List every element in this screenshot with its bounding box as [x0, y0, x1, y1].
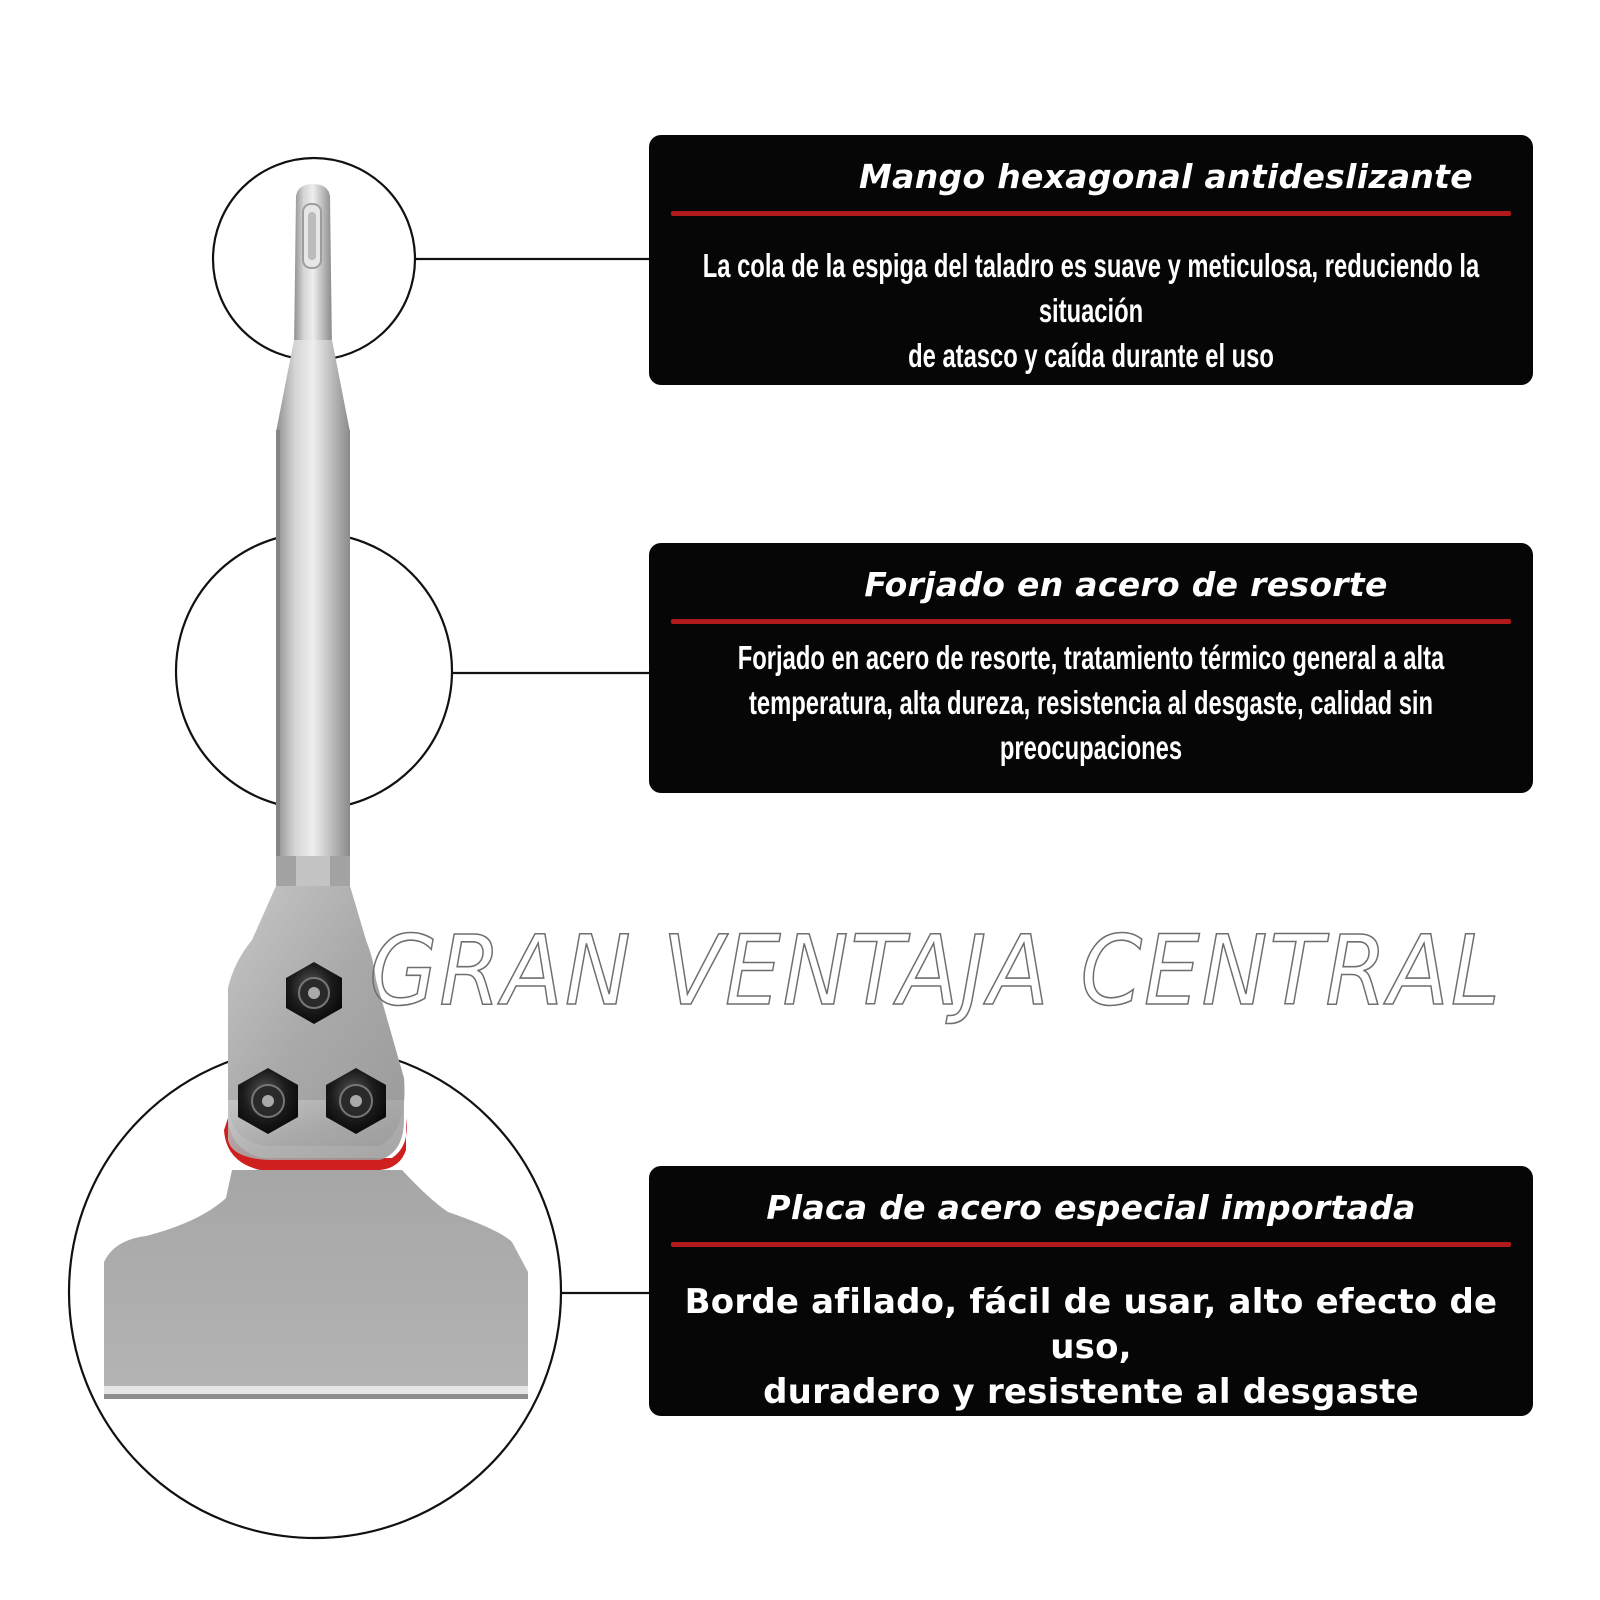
- watermark-heading: GRAN VENTAJA CENTRAL: [369, 915, 1502, 1027]
- accent-rule: [671, 619, 1511, 624]
- main-rod: [276, 430, 350, 860]
- feature-description-line: preocupaciones: [999, 729, 1183, 766]
- feature-title: Forjado en acero de resorte: [864, 565, 1388, 604]
- feature-card-shank: [649, 135, 1533, 385]
- scraper-blade: [104, 1170, 528, 1392]
- feature-card-blade: [649, 1166, 1533, 1416]
- accent-rule: [671, 211, 1511, 216]
- feature-description-line: Forjado en acero de resorte, tratamiento térmico general a alta: [737, 639, 1445, 676]
- feature-description-line: de atasco y caída durante el uso: [908, 337, 1274, 374]
- feature-description-line: temperatura, alta dureza, resistencia al desgaste, calidad sin: [748, 684, 1434, 721]
- feature-description-line: duradero y resistente al desgaste: [763, 1372, 1419, 1412]
- feature-description-line: La cola de la espiga del taladro es suave y meticulosa, reduciendo la situación: [702, 247, 1480, 329]
- feature-description: [665, 243, 1517, 378]
- feature-description: [665, 635, 1517, 770]
- feature-title: Placa de acero especial importada: [766, 1188, 1416, 1227]
- feature-card-steel: [649, 543, 1533, 793]
- feature-description: [669, 1280, 1513, 1415]
- feature-title: Mango hexagonal antideslizante: [859, 157, 1473, 196]
- accent-rule: [671, 1242, 1511, 1247]
- feature-description-line: Borde afilado, fácil de usar, alto efecto de uso,: [684, 1282, 1498, 1367]
